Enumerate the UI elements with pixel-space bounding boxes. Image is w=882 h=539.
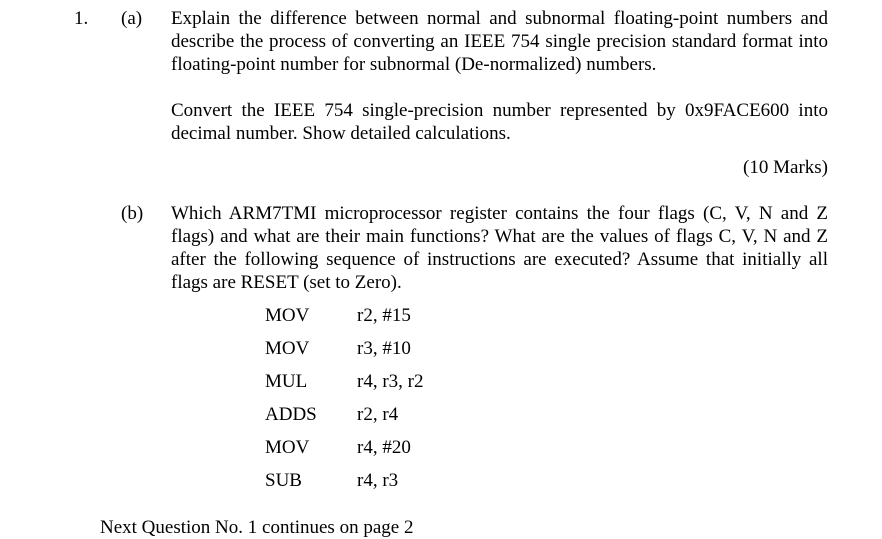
part-b-label: (b): [121, 203, 144, 224]
code-line: [265, 370, 565, 393]
part-b-text: Which ARM7TMI microprocessor register contains the four flags (C, V, N and Z flags) and what are their main functions? What are the values of flags C, V, N and Z after the following sequence of instructions are executed? Assume that initially all flags are RESET (set to Zero).: [171, 203, 828, 293]
question-number: 1.: [74, 8, 89, 29]
code-operands: r2, #15: [357, 305, 411, 326]
code-operands: r2, r4: [357, 404, 399, 425]
part-b-paragraph: [171, 202, 828, 294]
code-opcode: MOV: [265, 338, 310, 359]
code-line: [265, 304, 565, 327]
footer-note-cutoff: [100, 512, 450, 538]
part-a-label: (a): [121, 8, 143, 29]
part-a-paragraph-2: [171, 99, 828, 145]
code-operands: r4, r3: [357, 470, 399, 491]
part-a-paragraph-1: [171, 7, 828, 76]
code-line: [265, 436, 565, 459]
part-a-marks: (10 Marks): [743, 157, 828, 178]
code-opcode: SUB: [265, 470, 302, 491]
code-line: [265, 337, 565, 360]
code-operands: r4, #20: [357, 437, 411, 458]
code-opcode: ADDS: [265, 404, 317, 425]
part-a-text-2: Convert the IEEE 754 single-precision number represented by 0x9FACE600 into decimal number. Show detailed calculations.: [171, 100, 828, 144]
code-opcode: MUL: [265, 371, 308, 392]
part-a-text-1: Explain the difference between normal and subnormal floating-point numbers and describe the process of converting an IEEE 754 single precision standard format into floating-point number for subnormal (De-normalized) numbers.: [171, 8, 828, 75]
footer-note: Next Question No. 1 continues on page 2: [100, 517, 414, 538]
code-line: [265, 403, 565, 426]
code-line: [265, 469, 565, 492]
code-operands: r3, #10: [357, 338, 411, 359]
code-opcode: MOV: [265, 305, 310, 326]
code-operands: r4, r3, r2: [357, 371, 424, 392]
code-opcode: MOV: [265, 437, 310, 458]
